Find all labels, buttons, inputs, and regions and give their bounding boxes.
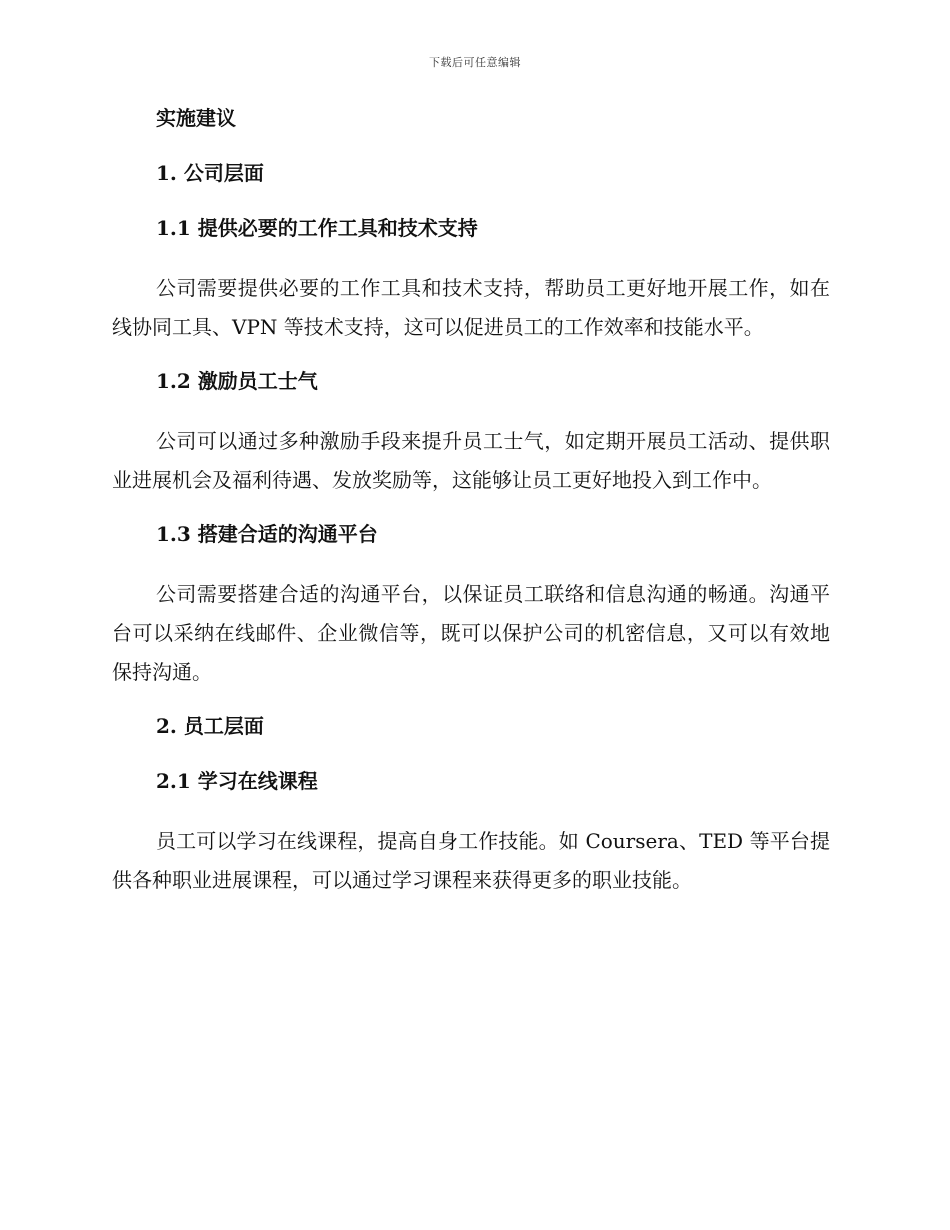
section-2-heading: 2. 员工层面: [156, 714, 264, 738]
section-1-3-heading: 1.3 搭建合适的沟通平台: [156, 522, 378, 546]
section-1-heading: 1. 公司层面: [156, 161, 264, 185]
document-body: [112, 104, 830, 920]
section-2-1-heading: 2.1 学习在线课程: [156, 769, 318, 793]
section-1-2-heading: 1.2 激励员工士气: [156, 369, 318, 393]
section-1-1-paragraph: 公司需要提供必要的工作工具和技术支持，帮助员工更好地开展工作，如在线协同工具、VPN 等技术支持，这可以促进员工的工作效率和技能水平。: [112, 276, 830, 339]
section-1-1-heading: 1.1 提供必要的工作工具和技术支持: [156, 216, 478, 240]
section-2-1-paragraph: 员工可以学习在线课程，提高自身工作技能。如 Coursera、TED 等平台提供各种职业进展课程，可以通过学习课程来获得更多的职业技能。: [112, 829, 830, 892]
section-1-2-paragraph: 公司可以通过多种激励手段来提升员工士气，如定期开展员工活动、提供职业进展机会及福利待遇、发放奖励等，这能够让员工更好地投入到工作中。: [112, 429, 830, 492]
section-1-3-paragraph: 公司需要搭建合适的沟通平台，以保证员工联络和信息沟通的畅通。沟通平台可以采纳在线邮件、企业微信等，既可以保护公司的机密信息，又可以有效地保持沟通。: [112, 582, 830, 684]
header-note: 下载后可任意编辑: [429, 56, 521, 69]
document-title: 实施建议: [156, 106, 236, 130]
